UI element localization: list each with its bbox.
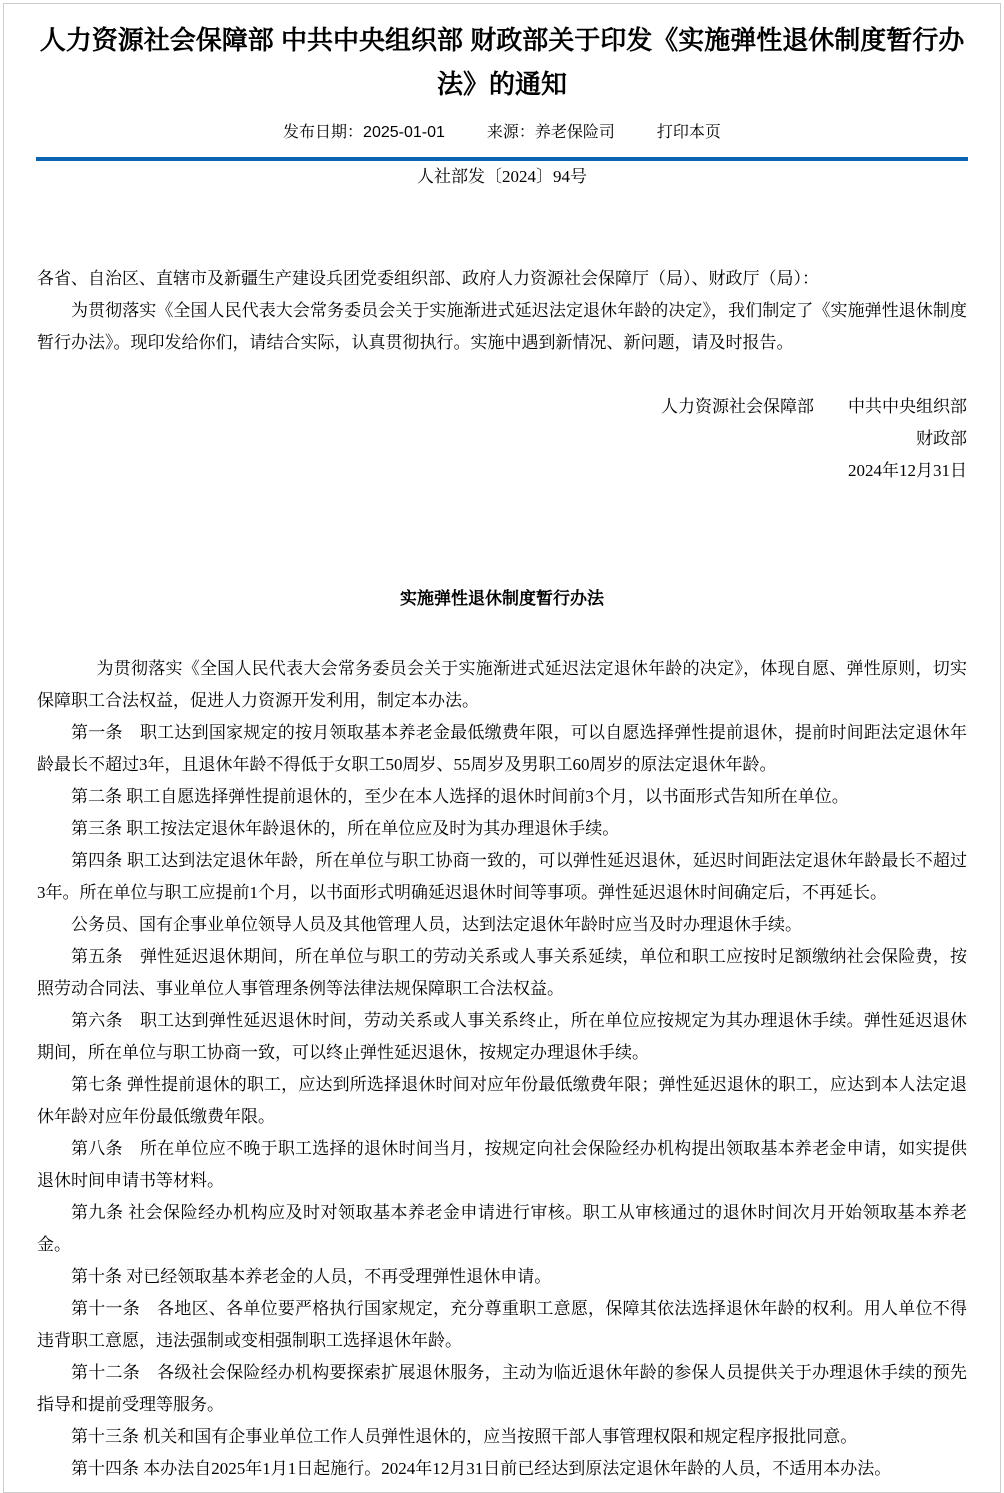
meta-bar <box>4 123 1000 143</box>
signature-date: 2024年12月31日 <box>848 461 967 480</box>
measures-paragraph: 第十三条 机关和国有企事业单位工作人员弹性退休的，应当按照干部人事管理权限和规定程序报批同意。 <box>71 1427 858 1446</box>
print-page-link[interactable]: 打印本页 <box>656 124 721 141</box>
measures-paragraph: 第七条 弹性提前退休的职工，应达到所选择退休时间对应年份最低缴费年限；弹性延迟退休的职工，应达到本人法定退休年龄对应年份最低缴费年限。 <box>37 1075 967 1126</box>
measures-paragraph: 第六条 职工达到弹性延迟退休时间，劳动关系或人事关系终止，所在单位应按规定为其办理退休手续。弹性延迟退休期间，所在单位与职工协商一致，可以终止弹性延迟退休，按规定办理退休手续。 <box>37 1011 967 1062</box>
measures-paragraph: 第三条 职工按法定退休年龄退休的，所在单位应及时为其办理退休手续。 <box>71 819 620 838</box>
signature-block <box>37 391 967 487</box>
measures-paragraph: 第二条 职工自愿选择弹性提前退休的，至少在本人选择的退休时间前3个月，以书面形式告知所在单位。 <box>71 787 849 806</box>
document-body <box>4 161 1000 1485</box>
document-page <box>3 3 1001 1493</box>
page-title: 人力资源社会保障部 中共中央组织部 财政部关于印发《实施弹性退休制度暂行办法》的通知 <box>39 25 965 99</box>
measures-paragraph: 第十条 对已经领取基本养老金的人员，不再受理弹性退休申请。 <box>71 1267 552 1286</box>
measures-paragraph: 第八条 所在单位应不晚于职工选择的退休时间当月，按规定向社会保险经办机构提出领取基本养老金申请，如实提供退休时间申请书等材料。 <box>37 1139 967 1190</box>
signature-line: 财政部 <box>916 429 967 448</box>
notice-body: 为贯彻落实《全国人民代表大会常务委员会关于实施渐进式延迟法定退休年龄的决定》，我们制定了《实施弹性退休制度暂行办法》。现印发给你们，请结合实际，认真贯彻执行。实施中遇到新情况、新问题，请及时报告。 <box>37 301 967 352</box>
measures-paragraph: 第五条 弹性延迟退休期间，所在单位与职工的劳动关系或人事关系延续，单位和职工应按时足额缴纳社会保险费，按照劳动合同法、事业单位人事管理条例等法律法规保障职工合法权益。 <box>37 947 967 998</box>
publish-date: 发布日期：2025-01-01 <box>283 124 445 141</box>
source-label: 来源：养老保险司 <box>486 124 615 141</box>
measures-paragraph: 公务员、国有企事业单位领导人员及其他管理人员，达到法定退休年龄时应当及时办理退休手续。 <box>71 915 802 934</box>
measures-paragraph: 第四条 职工达到法定退休年龄，所在单位与职工协商一致的，可以弹性延迟退休，延迟时间距法定退休年龄最长不超过3年。所在单位与职工应提前1个月，以书面形式明确延迟退休时间等事项。弹性延迟退休时间确定后，不再延长。 <box>37 851 967 902</box>
measures-paragraph: 第十四条 本办法自2025年1月1日起施行。2024年12月31日前已经达到原法定退休年龄的人员，不适用本办法。 <box>71 1459 892 1478</box>
measures-paragraph: 第一条 职工达到国家规定的按月领取基本养老金最低缴费年限，可以自愿选择弹性提前退休，提前时间距法定退休年龄最长不超过3年，且退休年龄不得低于女职工50周岁、55周岁及男职工60周岁的原法定退休年龄。 <box>37 723 967 774</box>
signature-line: 人力资源社会保障部 中共中央组织部 <box>661 397 967 416</box>
doc-number: 人社部发〔2024〕94号 <box>417 167 587 186</box>
measures-title: 实施弹性退休制度暂行办法 <box>400 589 604 608</box>
measures-paragraph: 为贯彻落实《全国人民代表大会常务委员会关于实施渐进式延迟法定退休年龄的决定》，体现自愿、弹性原则，切实保障职工合法权益，促进人力资源开发利用，制定本办法。 <box>37 659 967 710</box>
measures-paragraph: 第十一条 各地区、各单位要严格执行国家规定，充分尊重职工意愿，保障其依法选择退休年龄的权利。用人单位不得违背职工意愿，违法强制或变相强制职工选择退休年龄。 <box>37 1299 967 1350</box>
measures-paragraph: 第九条 社会保险经办机构应及时对领取基本养老金申请进行审核。职工从审核通过的退休时间次月开始领取基本养老金。 <box>37 1203 967 1254</box>
notice-recipients: 各省、自治区、直辖市及新疆生产建设兵团党委组织部、政府人力资源社会保障厅（局）、财政厅（局）： <box>37 269 819 288</box>
measures-paragraph: 第十二条 各级社会保险经办机构要探索扩展退休服务，主动为临近退休年龄的参保人员提供关于办理退休手续的预先指导和提前受理等服务。 <box>37 1363 967 1414</box>
